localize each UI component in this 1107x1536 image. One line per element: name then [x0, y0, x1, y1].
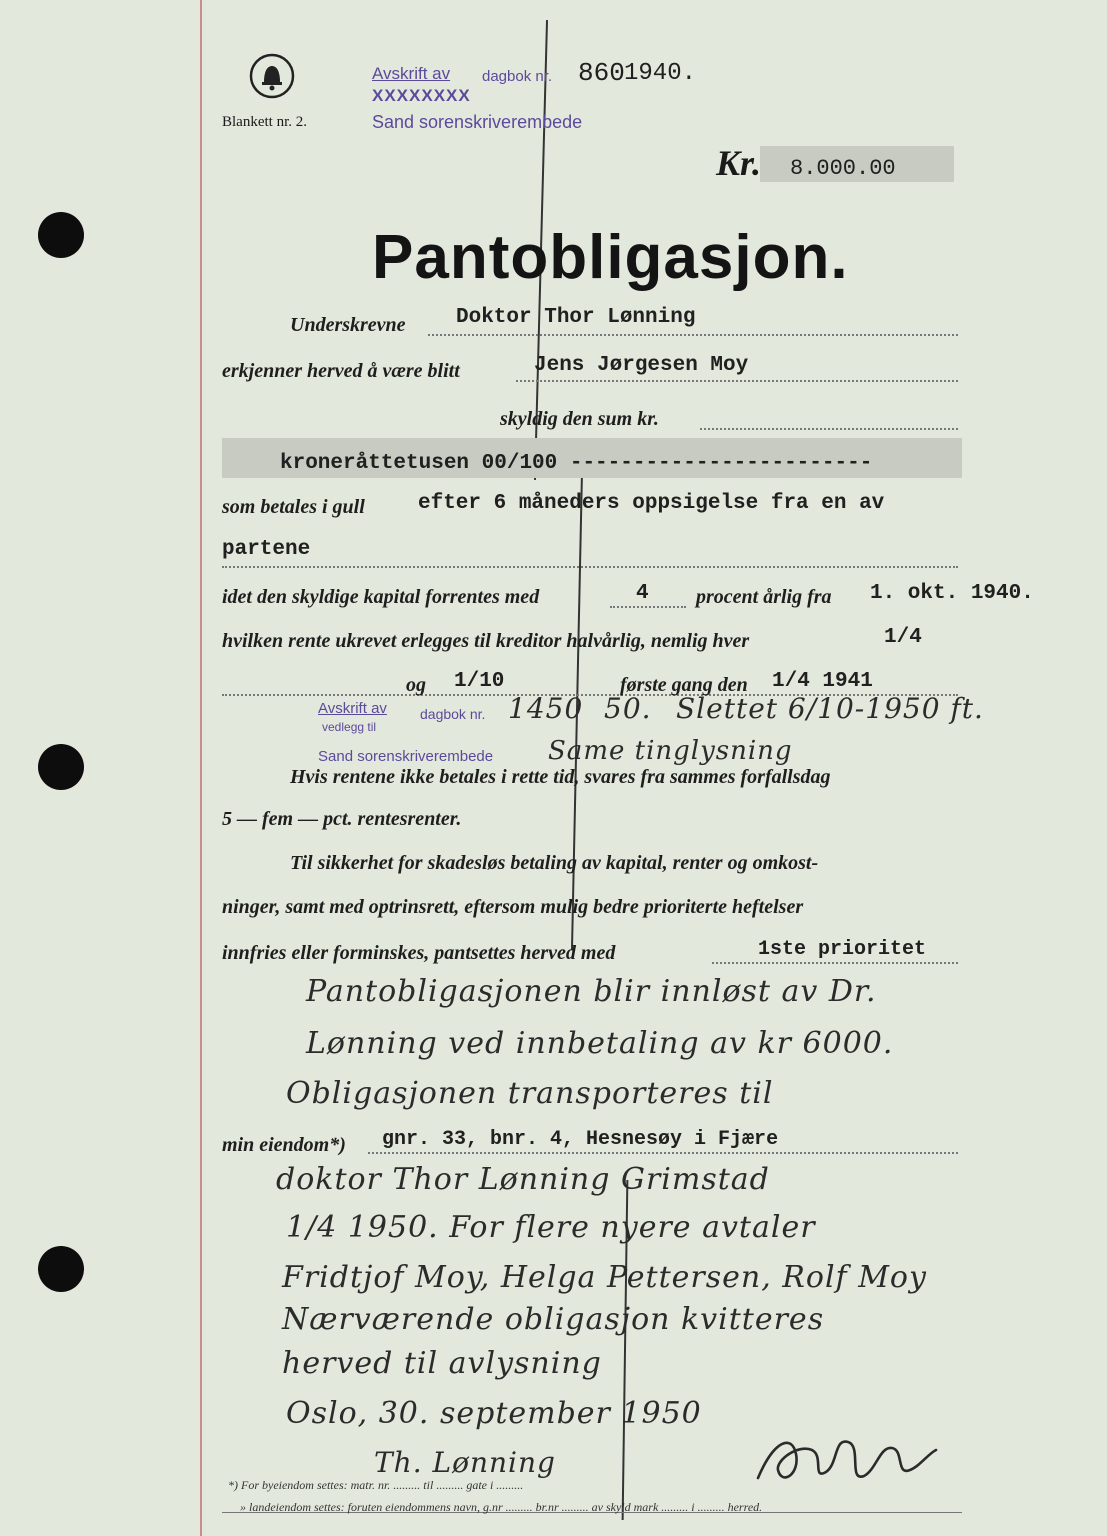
handwritten-line: Obligasjonen transporteres til [286, 1076, 774, 1111]
og-value: 1/10 [454, 670, 505, 693]
cancellation-note: Slettet 6/10-1950 ft. [676, 692, 984, 725]
fill-line [712, 962, 958, 964]
erkjenner-label: erkjenner herved å være blitt [222, 360, 460, 382]
stamp2-office: Sand sorenskriverembede [318, 748, 494, 765]
forste-value: 1/4 1941 [772, 670, 873, 693]
kr-label: Kr. [716, 143, 762, 183]
handwritten-line: doktor Thor Lønning Grimstad [276, 1162, 770, 1197]
handwritten-line: Nærværende obligasjon kvitteres [282, 1302, 825, 1337]
stamp2-dagbok-label: dagbok nr. [420, 706, 486, 722]
skyldig-label: skyldig den sum kr. [500, 408, 659, 430]
stamp2-vedlegg: vedlegg til [322, 720, 377, 734]
amount-value: 8.000.00 [790, 156, 896, 181]
stamp-dagbok-label: dagbok nr. [482, 68, 553, 85]
handwritten-line: herved til avlysning [282, 1346, 602, 1381]
punch-hole [38, 744, 84, 790]
blankett-label: Blankett nr. 2. [222, 114, 307, 130]
witness-signature-icon [752, 1420, 942, 1496]
underskrevne-value: Doktor Thor Lønning [456, 306, 696, 329]
footnote-2: » landeiendom settes: foruten eiendommens navn, g.nr ......... br.nr ......... av skyld mark ......... i ......... herred. [240, 1500, 763, 1514]
signature-lonning: Th. Lønning [374, 1446, 556, 1479]
footnote-1: *) For byeiendom settes: matr. nr. ......... til ......... gate i ......... [228, 1478, 524, 1492]
sum-in-words: kroneråttetusen 00/100 ------------------------ [280, 452, 873, 475]
stamp-crossed: XXXXXXXX [372, 86, 471, 105]
betales-value: efter 6 måneders oppsigelse fra en av [418, 492, 885, 515]
bell-logo-icon [248, 52, 296, 100]
sikkerhet-line-3: innfries eller forminskes, pantsettes herved med [222, 942, 616, 964]
sikkerhet-line-2: ninger, samt med optrinsrett, eftersom mulig bedre prioriterte heftelser [222, 896, 804, 918]
handwritten-line: Fridtjof Moy, Helga Pettersen, Rolf Moy [282, 1260, 927, 1295]
prioritet-value: 1ste prioritet [758, 938, 927, 961]
fill-line [516, 380, 958, 382]
idet-label: idet den skyldige kapital forrentes med [222, 586, 540, 608]
creditor-value: Jens Jørgesen Moy [534, 354, 749, 377]
underskrevne-label: Underskrevne [290, 314, 406, 336]
og-label: og [406, 674, 426, 696]
stamp-avskrift: Avskrift av [372, 64, 451, 83]
betales-value-2: partene [222, 538, 311, 561]
stamp2-dagbok-number: 1450 [508, 692, 584, 725]
handwritten-line: Pantobligasjonen blir innløst av Dr. [306, 974, 877, 1009]
eiendom-label: min eiendom*) [222, 1134, 346, 1156]
dagbok-number: 860 [578, 58, 625, 88]
punch-hole [38, 1246, 84, 1292]
fill-line [222, 566, 958, 568]
forste-label: første gang den [620, 674, 748, 696]
fill-line [428, 334, 958, 336]
eiendom-value: gnr. 33, bnr. 4, Hesnesøy i Fjære [382, 1128, 779, 1151]
hver-value: 1/4 [884, 626, 922, 649]
fill-line [610, 606, 686, 608]
stamp-office: Sand sorenskriverembede [372, 112, 583, 132]
hvilken-label: hvilken rente ukrevet erlegges til kreditor halvårlig, nemlig hver [222, 630, 750, 652]
stamp2-avskrift: Avskrift av [318, 700, 387, 717]
interest-rate: 4 [636, 582, 649, 605]
margin-rule [200, 0, 202, 1536]
fem-text: 5 — fem — pct. rentesrenter. [222, 808, 462, 830]
stamp2-year: 50. [604, 692, 652, 725]
handwritten-line: Oslo, 30. september 1950 [286, 1396, 702, 1431]
procent-label: procent årlig fra [696, 586, 832, 608]
from-date: 1. okt. 1940. [870, 582, 1034, 605]
fill-line [368, 1152, 958, 1154]
tinglysning-note: Same tinglysning [548, 736, 793, 766]
betales-label: som betales i gull [222, 496, 365, 518]
hvis-text: Hvis rentene ikke betales i rette tid, svares fra sammes forfallsdag [290, 766, 831, 788]
handwritten-line: 1/4 1950. For flere nyere avtaler [286, 1210, 816, 1245]
handwritten-line: Lønning ved innbetaling av kr 6000. [306, 1026, 894, 1061]
punch-hole [38, 212, 84, 258]
dagbok-year: 1940. [624, 60, 697, 87]
sikkerhet-line-1: Til sikkerhet for skadesløs betaling av kapital, renter og omkost- [290, 852, 819, 874]
document-title: Pantobligasjon. [372, 223, 849, 292]
fill-line [700, 428, 958, 430]
